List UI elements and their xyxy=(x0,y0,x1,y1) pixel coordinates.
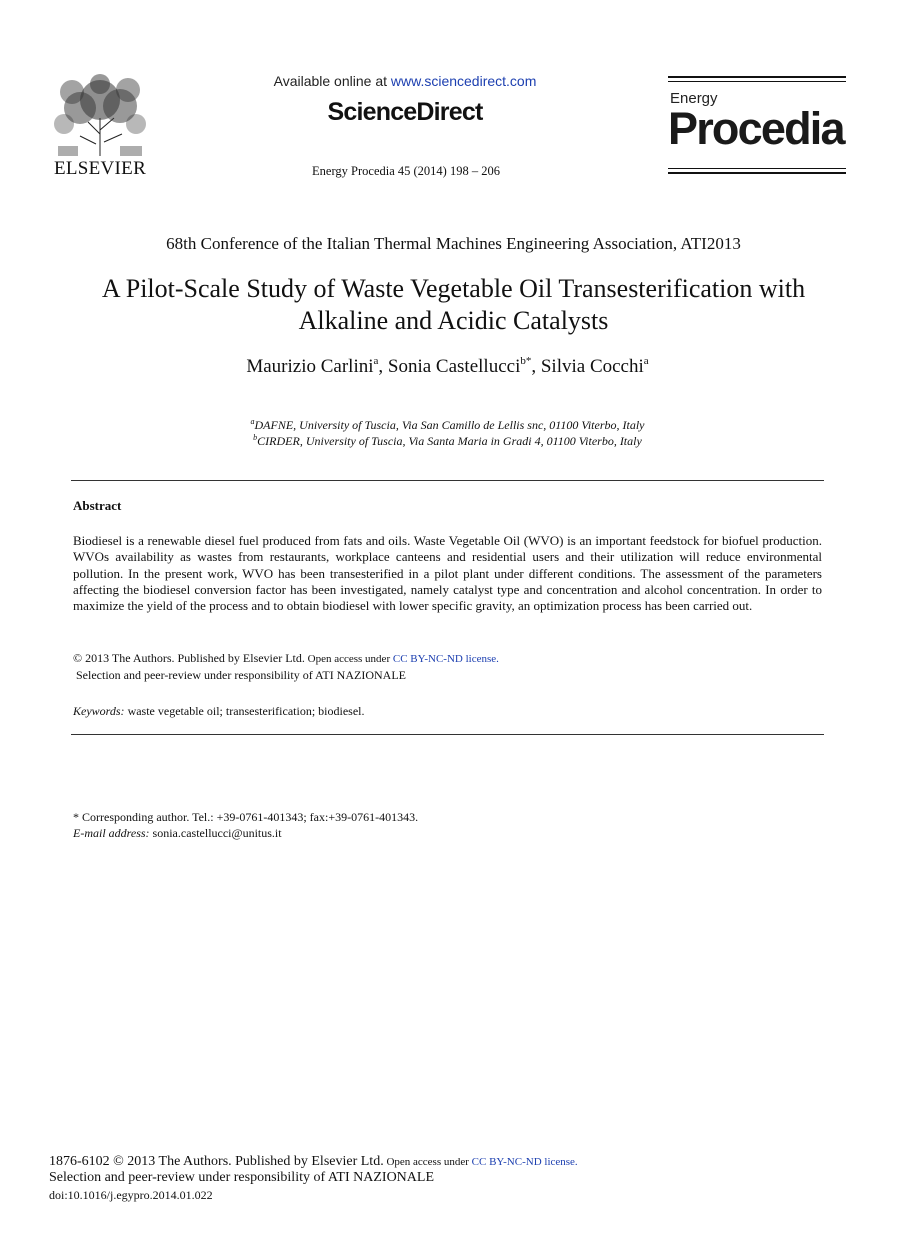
email-label: E-mail address: xyxy=(73,826,150,840)
footer-copyright xyxy=(49,1154,578,1170)
publisher-name: ELSEVIER xyxy=(53,158,147,179)
email-line xyxy=(73,826,282,841)
available-prefix: Available online at xyxy=(273,73,391,89)
author-name: Sonia Castellucci xyxy=(387,356,521,377)
logo-rule-bottom-thin xyxy=(668,168,846,169)
logo-rule-top xyxy=(668,76,846,78)
affiliation-b xyxy=(0,434,895,449)
copyright-text: © 2013 The Authors. Published by Elsevier Ltd. xyxy=(73,651,305,665)
keywords-line xyxy=(73,704,364,719)
affiliation-mark: b xyxy=(253,433,258,442)
email-address[interactable]: sonia.castellucci@unitus.it xyxy=(149,826,282,840)
affiliation-text: CIRDER, University of Tuscia, Via Santa Maria in Gradi 4, 01100 Viterbo, Italy xyxy=(257,434,642,448)
peer-review-line: Selection and peer-review under responsibility of ATI NAZIONALE xyxy=(76,668,406,682)
open-access-text: Open access under xyxy=(304,653,393,665)
author-separator: , xyxy=(531,356,541,377)
journal-logo xyxy=(668,76,846,176)
journal-citation: Energy Procedia 45 (2014) 198 – 206 xyxy=(312,164,500,178)
paper-title-line-2: Alkaline and Acidic Catalysts xyxy=(298,306,609,335)
affiliation-mark: a xyxy=(250,417,255,426)
corresponding-author: * Corresponding author. Tel.: +39-0761-401343; fax:+39-0761-401343. xyxy=(73,810,419,824)
affiliation-text: DAFNE, University of Tuscia, Via San Camillo de Lellis snc, 01100 Viterbo, Italy xyxy=(254,418,645,432)
footer-issn-copyright: 1876-6102 © 2013 The Authors. Published by Elsevier Ltd. xyxy=(49,1154,384,1169)
license-link[interactable]: CC BY-NC-ND license. xyxy=(392,653,499,665)
journal-name-small: Energy xyxy=(670,90,718,107)
footer-peer-review: Selection and peer-review under responsibility of ATI NAZIONALE xyxy=(49,1170,434,1185)
abstract-heading: Abstract xyxy=(73,498,122,513)
platform-name: ScienceDirect xyxy=(327,98,483,126)
logo-rule-top-thin xyxy=(668,81,846,82)
paper-title xyxy=(60,273,847,337)
author-list xyxy=(0,356,895,378)
author-separator: , xyxy=(378,356,388,377)
paper-title-line-1: A Pilot-Scale Study of Waste Vegetable Oil Transesterification with xyxy=(101,274,806,303)
abstract-rule-bottom xyxy=(71,734,824,735)
author-affil-mark: b* xyxy=(520,355,532,367)
conference-name: 68th Conference of the Italian Thermal Machines Engineering Association, ATI2013 xyxy=(166,234,741,253)
author-affil-mark: a xyxy=(643,355,649,367)
sciencedirect-link[interactable]: www.sciencedirect.com xyxy=(390,73,537,89)
abstract-body: Biodiesel is a renewable diesel fuel produced from fats and oils. Waste Vegetable Oil (WVO) is an important feedstock for biofuel production. WVOs availability as wastes from restaurants, workplace canteens and residential users and their utilization will reduce environmental pollution. In the present work, WVO has been transesterified in a pilot plant under different conditions. The assessment of the parameters affecting the biodiesel conversion factor has been investigated, namely catalyst type and concentration and alcohol concentration. In order to maximize the yield of the process and to obtain biodiesel with lower specific gravity, an optimization process has been carried out. xyxy=(73,533,822,614)
footer-doi[interactable]: doi:10.1016/j.egypro.2014.01.022 xyxy=(49,1188,213,1202)
author-name: Silvia Cocchi xyxy=(540,356,644,377)
keywords-label: Keywords: xyxy=(73,704,125,718)
keywords-text: waste vegetable oil; transesterification; biodiesel. xyxy=(124,704,365,718)
footer-open-access: Open access under xyxy=(383,1156,472,1168)
journal-name-large: Procedia xyxy=(668,103,844,154)
affiliation-a xyxy=(0,418,895,433)
author-affil-mark: a xyxy=(373,355,379,367)
logo-rule-bottom xyxy=(668,172,846,174)
author-name: Maurizio Carlini xyxy=(246,356,374,377)
copyright-line xyxy=(73,651,499,666)
abstract-rule-top xyxy=(71,480,824,481)
footer-license-link[interactable]: CC BY-NC-ND license. xyxy=(471,1156,578,1168)
